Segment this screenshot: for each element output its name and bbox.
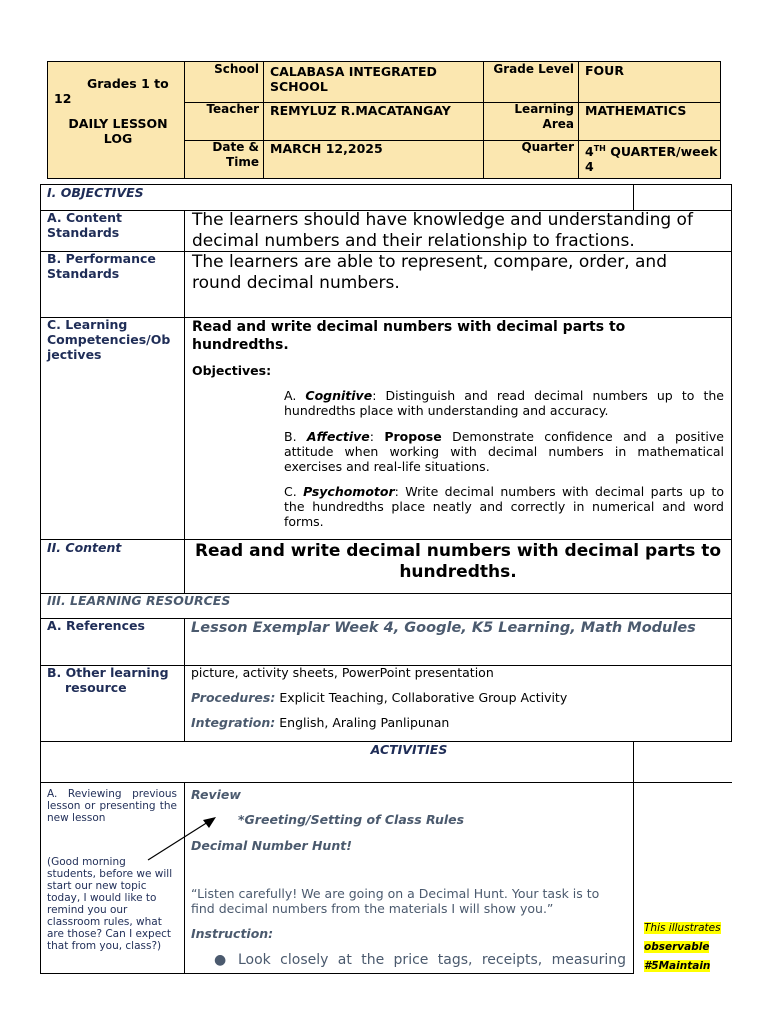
instruction-bullet-1 (214, 951, 626, 969)
resources-heading: III. LEARNING RESOURCES (47, 593, 231, 608)
objective-cognitive (284, 388, 724, 418)
performance-label-1: B. Performance (47, 251, 156, 266)
area-label-1: Learning (514, 102, 574, 116)
note-line1: This illustrates (644, 922, 721, 934)
objective-psychomotor (284, 484, 724, 529)
performance-standards-text: The learners are able to represent, compare, order, and round decimal numbers. (192, 252, 667, 293)
obj-a-text: : Distinguish and read decimal numbers up to the hundredths place with understanding and accuracy. (284, 388, 724, 418)
obj-c-term: Psychomotor (303, 484, 395, 499)
quarter-label: Quarter (521, 140, 574, 154)
date-value: MARCH 12,2025 (270, 141, 383, 156)
title-line4: LOG (103, 131, 133, 146)
obj-a-prefix: A. (284, 388, 306, 403)
grade-value: FOUR (585, 63, 624, 78)
title-line2: 12 (54, 91, 72, 106)
dll-title (54, 76, 182, 146)
obj-b-bold: Propose (384, 429, 442, 444)
review-heading: Review (191, 787, 241, 802)
quarter-text: QUARTER/week (605, 144, 718, 160)
content-text: Read and write decimal numbers with decimal parts to hundredths. (194, 541, 722, 582)
quarter-line2: 4 (585, 159, 594, 175)
date-label-1: Date & (212, 140, 259, 154)
quarter-sup: TH (593, 144, 606, 153)
instruction-heading: Instruction: (191, 926, 274, 941)
area-value: MATHEMATICS (585, 103, 687, 118)
objectives-subheading: Objectives: (192, 363, 272, 378)
references-text: Lesson Exemplar Week 4, Google, K5 Learning, Math Modules (191, 620, 696, 636)
obj-c-text: : Write decimal numbers with decimal parts up to the hundredths place neatly and correctly in numerical and word forms. (284, 484, 724, 529)
obj-b-text: Demonstrate confidence and a positive attitude when working with decimal numbers in mathematical exercises and real-life situations. (284, 429, 724, 474)
objectives-heading: I. OBJECTIVES (47, 185, 144, 200)
competency-title: Read and write decimal numbers with decimal parts to hundredths. (192, 319, 626, 353)
procedures-label: Procedures: (191, 690, 276, 705)
other-resources-text: picture, activity sheets, PowerPoint presentation (191, 665, 494, 680)
procedures-line (191, 690, 567, 705)
content-standards-text: The learners should have knowledge and understanding of decimal numbers and their relationship to fractions. (192, 210, 693, 251)
greeting-line: *Greeting/Setting of Class Rules (238, 812, 465, 827)
objective-affective: B. Affective: Propose Demonstrate confidence and a positive attitude when working with decimal numbers in mathematical exercises and real-life situations. (284, 429, 724, 474)
hunt-title: Decimal Number Hunt! (191, 838, 352, 853)
integration-label: Integration: (191, 715, 276, 730)
title-line1: Grades 1 to (87, 76, 169, 91)
teacher-script-note: (Good morning students, before we will start our new topic today, I would like to remind you our classroom rules, what are those? Can I expect that from you, class?) (47, 856, 173, 952)
other-resources-label (47, 665, 182, 695)
procedures-text: Explicit Teaching, Collaborative Group Activity (275, 690, 568, 705)
integration-text: English, Araling Panlipunan (275, 715, 450, 730)
obj-c-prefix: C. (284, 484, 304, 499)
performance-standards-label (47, 251, 182, 281)
bullet-1-text: Look closely at the price tags, receipts, measuring (238, 952, 626, 968)
school-label: School (214, 62, 259, 76)
date-label-2: Time (226, 155, 259, 169)
obj-a-term: Cognitive (305, 388, 373, 403)
obj-b-prefix: B. (284, 429, 307, 444)
obj-b-term: Affective (306, 429, 370, 444)
area-label-2: Area (542, 117, 574, 131)
quarter-number: 4 (585, 144, 594, 160)
performance-label-2: Standards (47, 266, 120, 281)
content-label-2: Standards (47, 225, 120, 240)
teacher-value: REMYLUZ R.MACATANGAY (270, 103, 451, 118)
date-label (184, 140, 259, 170)
school-value: CALABASA INTEGRATED SCHOOL (270, 64, 437, 94)
activities-heading: ACTIVITIES (370, 742, 448, 757)
note-line2: observable (644, 941, 710, 953)
content-label-1: A. Content (47, 210, 122, 225)
note-line3: #5Maintain (644, 960, 711, 972)
competency-label-3: jectives (47, 347, 102, 362)
review-step-label: A. Reviewing previous lesson or presenting the new lesson (47, 788, 177, 824)
quarter-value (585, 141, 719, 174)
integration-line (191, 715, 449, 730)
references-label: A. References (47, 618, 145, 633)
competency-label-2: Competencies/Ob (47, 332, 171, 347)
title-line3: DAILY LESSON (68, 116, 168, 131)
bullet-dot-icon: ● (214, 952, 227, 968)
content-label: II. Content (47, 540, 122, 555)
teacher-label: Teacher (206, 102, 259, 116)
observable-note (644, 916, 724, 973)
competency-label-1: C. Learning (47, 317, 128, 332)
other-label-1: B. Other learning (47, 665, 169, 680)
other-label-2: resource (65, 680, 127, 695)
grade-label: Grade Level (493, 62, 574, 76)
header-table (47, 61, 721, 179)
competency-label (47, 317, 182, 362)
area-label (483, 102, 574, 132)
hunt-quote: “Listen carefully! We are going on a Decimal Hunt. Your task is to find decimal numbers from the materials I will show you.” (191, 886, 600, 916)
content-standards-label (47, 210, 182, 240)
